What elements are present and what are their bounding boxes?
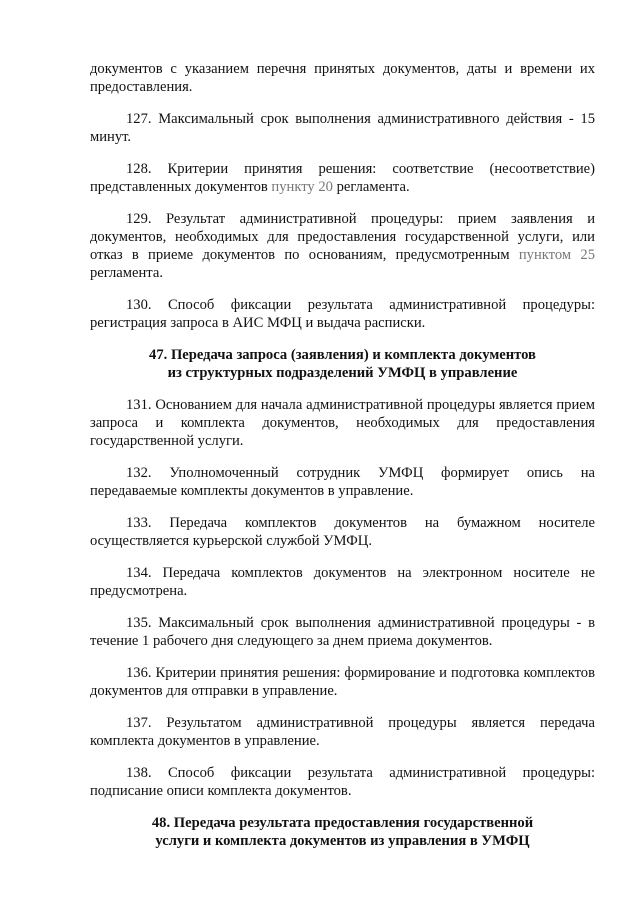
link-punkt-20[interactable]: пункту 20 <box>271 179 333 195</box>
section-heading-48: 48. Передача результата предоставления государственной услуги и комплекта документов из управления в УМФЦ <box>151 815 534 849</box>
paragraph-127: 127. Максимальный срок выполнения административного действия - 15 минут. <box>90 111 595 145</box>
paragraph-133: 133. Передача комплектов документов на бумажном носителе осуществляется курьерской службой УМФЦ. <box>90 515 595 549</box>
paragraph-128: 128. Критерии принятия решения: соответствие (несоответствие) представленных документов пункту 20 регламента. <box>90 161 595 195</box>
paragraph-136: 136. Критерии принятия решения: формирование и подготовка комплектов документов для отправки в управление. <box>90 665 595 699</box>
paragraph-132: 132. Уполномоченный сотрудник УМФЦ формирует опись на передаваемые комплекты документов в управление. <box>90 465 595 499</box>
paragraph-continuation: документов с указанием перечня принятых документов, даты и времени их предоставления. <box>90 61 595 95</box>
link-punkt-25[interactable]: пунктом 25 <box>518 247 595 263</box>
paragraph-135: 135. Максимальный срок выполнения административной процедуры - в течение 1 рабочего дня следующего за днем приема документов. <box>90 615 595 649</box>
paragraph-138: 138. Способ фиксации результата административной процедуры: подписание описи комплекта документов. <box>90 765 595 799</box>
paragraph-134: 134. Передача комплектов документов на электронном носителе не предусмотрена. <box>90 565 595 599</box>
section-heading-47: 47. Передача запроса (заявления) и комплекта документов из структурных подразделений УМФЦ в управление <box>149 347 536 381</box>
document-page <box>90 60 595 864</box>
paragraph-129: 129. Результат административной процедуры: прием заявления и документов, необходимых для предоставления государственной услуги, или отказ в приеме документов по основаниям, предусмотренным пунктом 25 регламента. <box>90 211 595 281</box>
paragraph-131: 131. Основанием для начала административной процедуры является прием запроса и комплекта документов, необходимых для предоставления государственной услуги. <box>90 397 595 449</box>
paragraph-137: 137. Результатом административной процедуры является передача комплекта документов в управление. <box>90 715 595 749</box>
paragraph-130: 130. Способ фиксации результата административной процедуры: регистрация запроса в АИС МФЦ и выдача расписки. <box>90 297 595 331</box>
